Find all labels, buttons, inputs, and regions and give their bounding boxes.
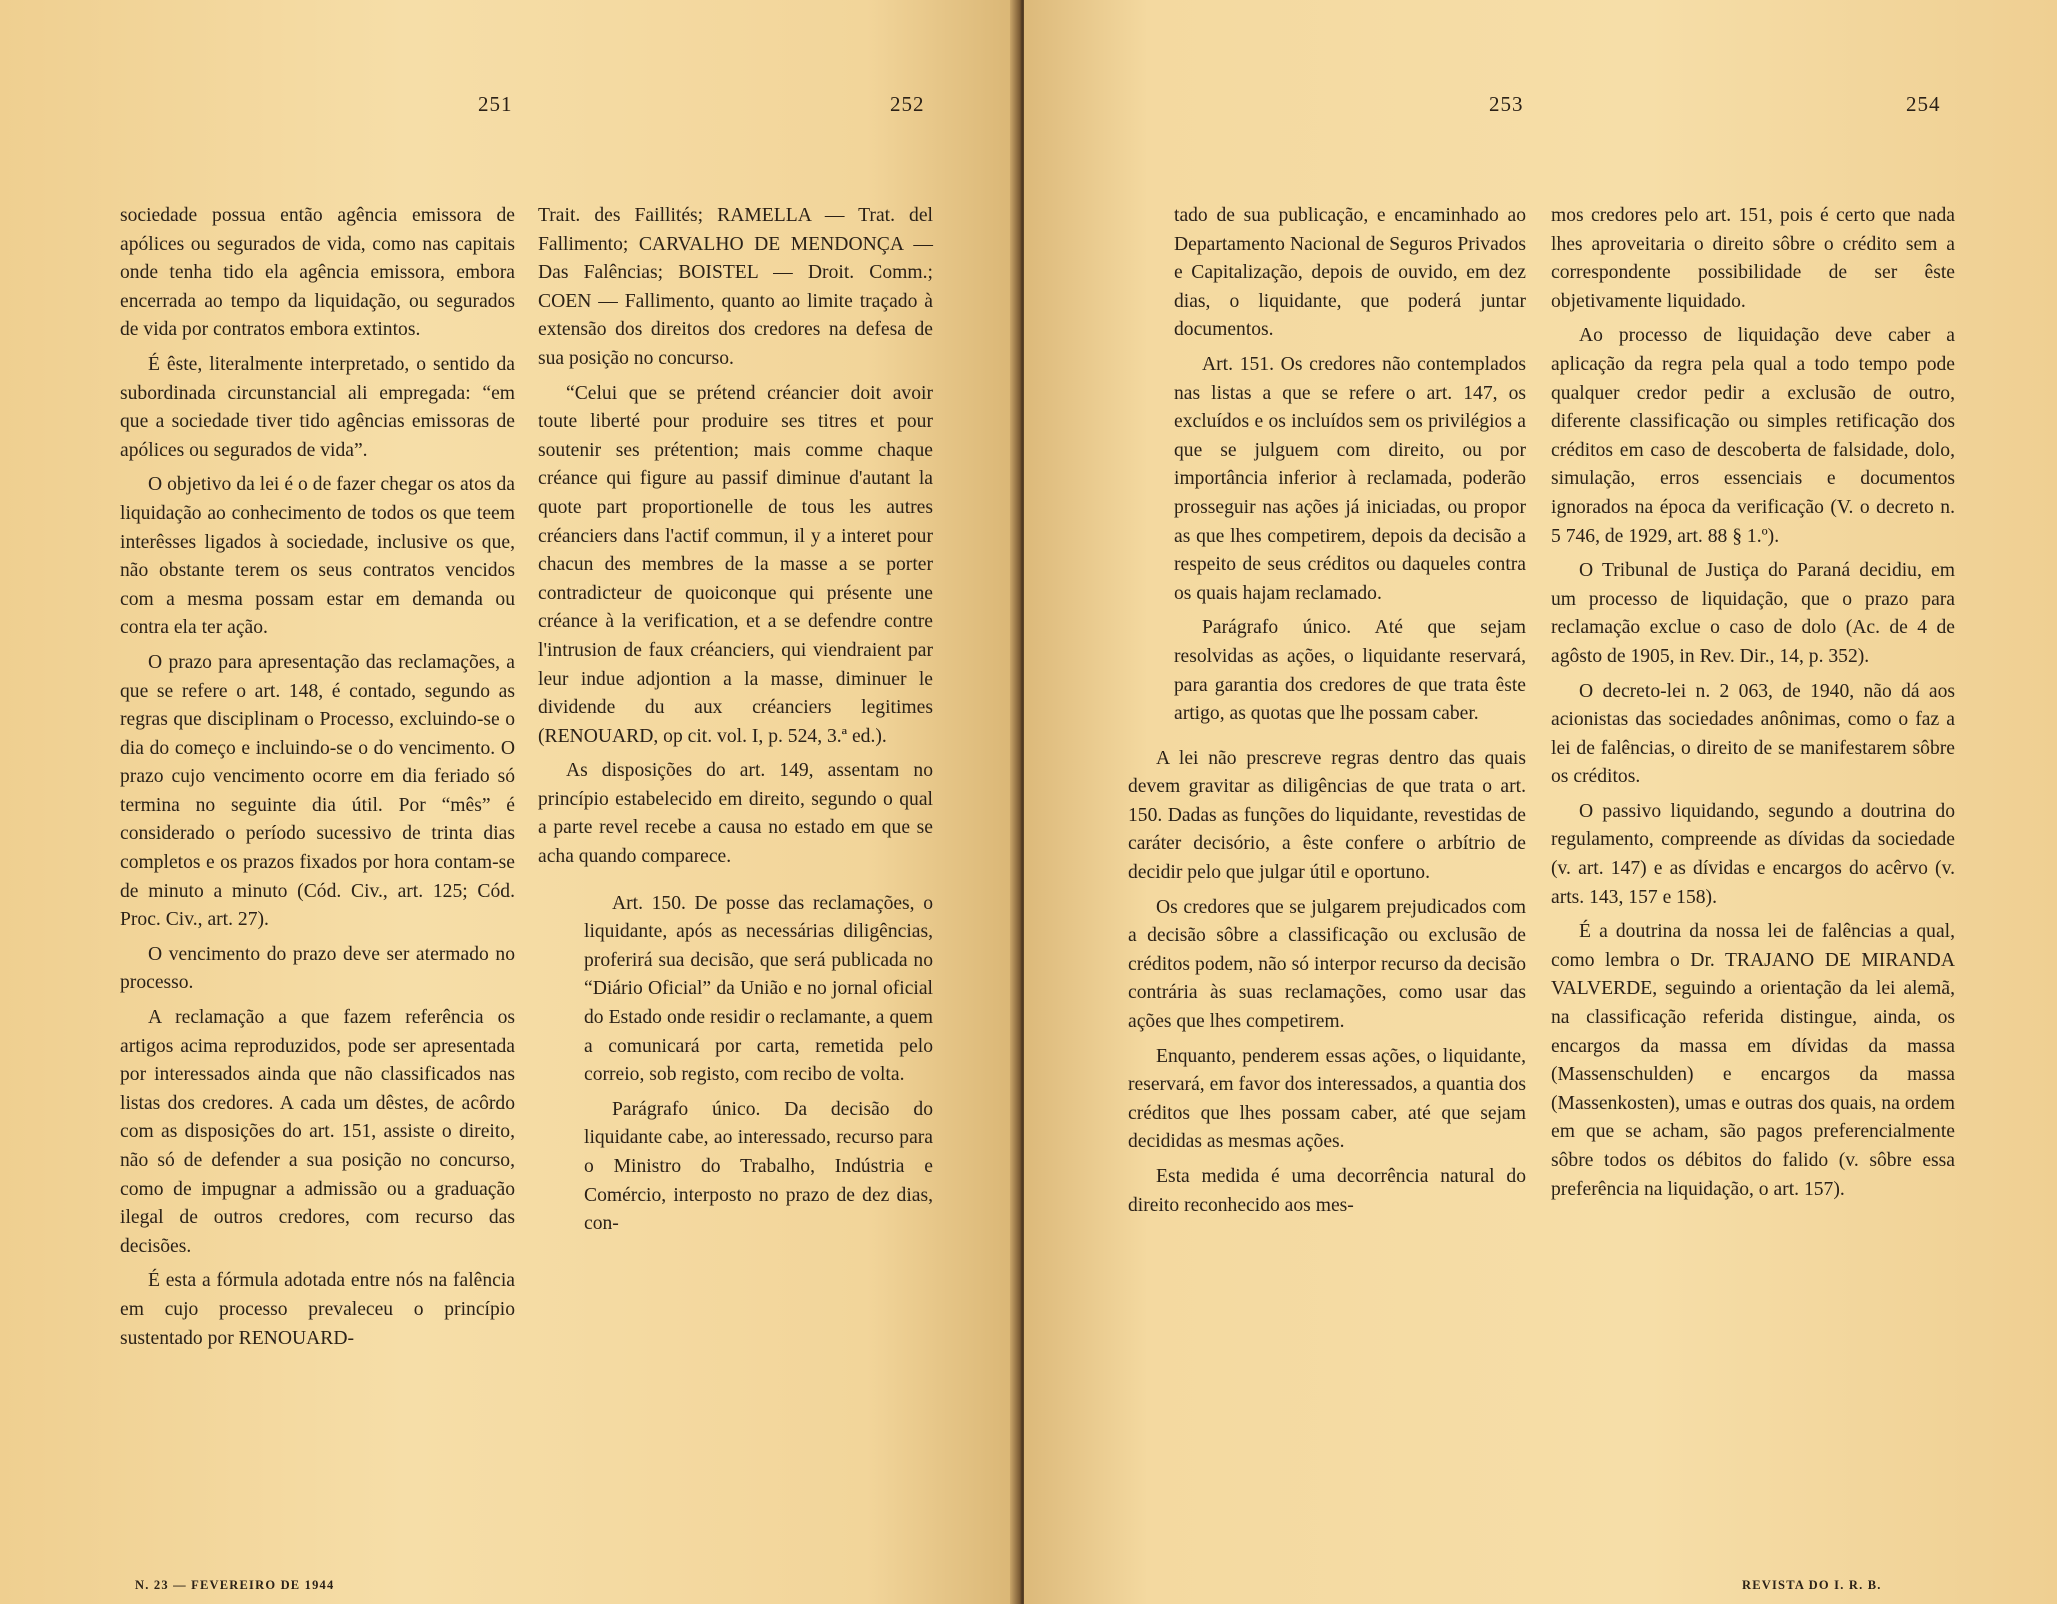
right-page-column-2 <box>1551 202 1955 1210</box>
left-page-footer: N. 23 — FEVEREIRO DE 1944 <box>135 1578 335 1592</box>
paragraph: “Celui que se prétend créancier doit avoir toute liberté pour produire ses titres et pour soutenir ses prétention; mais comme chaque créance qui figure au passif diminue d'autant la quote part proportionelle de tous les autres créanciers dans l'actif commun, il y a interet pour chacun des membres de la masse a se porter contradicteur de quoiconque qui présente une créance à la verification, et a se defendre contre l'intrusion de faux créanciers, qui viendraient par leur indue adjontion a la masse, diminuer le dividende du aux créanciers legitimes (RENOUARD, op cit. vol. I, p. 524, 3.ª ed.). <box>538 382 933 747</box>
left-page <box>0 0 1020 1604</box>
paragraph: É a doutrina da nossa lei de falências a qual, como lembra o Dr. TRAJANO DE MIRANDA VALVERDE, seguindo a orientação da lei alemã, na classificação referida distingue, ainda, os encargos da massa em dívidas da massa (Massenschulden) e encargos da massa (Massenkosten), umas e outras dos quais, na ordem em que se acham, são pagos preferencialmente sôbre todos os débitos do falido (v. sôbre essa preferência na liquidação, o art. 157). <box>1551 921 1955 1200</box>
right-page-column-1 <box>1128 202 1526 1226</box>
paragraph: Trait. des Faillités; RAMELLA — Trat. del Fallimento; CARVALHO DE MENDONÇA — Das Falências; BOISTEL — Droit. Comm.; COEN — Fallimento, quanto ao limite traçado à extensão dos direitos dos credores na defesa de sua posição no concurso. <box>538 205 933 369</box>
paragraph: O passivo liquidando, segundo a doutrina do regulamento, compreende as dívidas da sociedade (v. art. 147) e as dívidas e encargos do acêrvo (v. arts. 143, 157 e 158). <box>1551 800 1955 908</box>
paragraph: É esta a fórmula adotada entre nós na falência em cujo processo prevaleceu o princípio sustentado por RENOUARD- <box>120 1270 515 1349</box>
paragraph: Art. 150. De posse das reclamações, o liquidante, após as necessárias diligências, proferirá sua decisão, que será publicada no “Diário Oficial” da União e no jornal oficial do Estado onde residir o reclamante, a quem a comunicará por carta, remetida pelo correio, sob registo, com recibo de volta. <box>584 892 933 1086</box>
right-page <box>1024 0 2057 1604</box>
paragraph: Os credores que se julgarem prejudicados com a decisão sôbre a classificação ou exclusão de créditos podem, não só interpor recurso da decisão contrária às suas reclamações, como usar das ações que lhes competirem. <box>1128 896 1526 1033</box>
paragraph: A reclamação a que fazem referência os artigos acima reproduzidos, pode ser apresentada por interessados ainda que não classificados nas listas dos credores. A cada um dêstes, de acôrdo com as disposições do art. 151, assiste o direito, não só de defender a sua posição no concurso, como de impugnar a admissão ou a graduação ilegal de outros credores, com recurso das decisões. <box>120 1007 515 1257</box>
page-number-252: 252 <box>890 92 925 116</box>
paragraph: Parágrafo único. Da decisão do liquidante cabe, ao interessado, recurso para o Ministro do Trabalho, Indústria e Comércio, interposto no prazo de dez dias, con- <box>584 1098 933 1235</box>
paragraph: sociedade possua então agência emissora de apólices ou segurados de vida, como nas capitais onde tenha tido ela agência emissora, embora encerrada ao tempo da liquidação, ou segurados de vida por contratos embora extintos. <box>120 205 515 341</box>
paragraph: Parágrafo único. Até que sejam resolvidas as ações, o liquidante reservará, para garantia dos credores de que trata êste artigo, as quotas que lhe possam caber. <box>1174 617 1526 725</box>
paragraph: O objetivo da lei é o de fazer chegar os atos da liquidação ao conhecimento de todos os que teem interêsses ligados à sociedade, inclusive os que, não obstante terem os seus contratos vencidos com a mesma possam estar em demanda ou contra ela ter ação. <box>120 474 515 639</box>
paragraph: O Tribunal de Justiça do Paraná decidiu, em um processo de liquidação, que o prazo para reclamação exclue o caso de dolo (Ac. de 4 de agôsto de 1905, in Rev. Dir., 14, p. 352). <box>1551 560 1955 667</box>
paragraph: Enquanto, penderem essas ações, o liquidante, reservará, em favor dos interessados, a quantia dos créditos que lhes possam caber, até que sejam decididas as mesmas ações. <box>1128 1045 1526 1153</box>
right-page-footer: REVISTA DO I. R. B. <box>1742 1578 1882 1592</box>
paragraph: Art. 151. Os credores não contemplados nas listas a que se refere o art. 147, os excluídos e os incluídos sem os privilégios a que se julguem com direito, ou por importância inferior à reclamada, poderão prosseguir nas ações já iniciadas, ou propor as que lhes competirem, depois da decisão a respeito de seus créditos ou daqueles contra os quais hajam reclamado. <box>1174 353 1526 604</box>
page-number-253: 253 <box>1489 92 1524 116</box>
page-number-251: 251 <box>478 92 513 116</box>
paragraph: mos credores pelo art. 151, pois é certo que nada lhes aproveitaria o direito sôbre o crédito sem a correspondente possibilidade de ser êste objetivamente liquidado. <box>1551 205 1955 312</box>
paragraph: A lei não prescreve regras dentro das quais devem gravitar as diligências de que trata o art. 150. Dadas as funções do liquidante, revestidas de caráter decisório, a êste confere o arbítrio de decidir pelo que julgar útil e oportuno. <box>1128 747 1526 884</box>
paragraph: É êste, literalmente interpretado, o sentido da subordinada circunstancial ali empregada: “em que a sociedade tiver tido agências emissoras de apólices ou segurados de vida”. <box>120 353 515 461</box>
paragraph: tado de sua publicação, e encaminhado ao Departamento Nacional de Seguros Privados e Capitalização, depois de ouvido, em dez dias, o liquidante, que poderá juntar documentos. <box>1174 205 1526 341</box>
paragraph: Ao processo de liquidação deve caber a aplicação da regra pela qual a todo tempo pode qualquer credor pedir a exclusão de outro, diferente classificação ou simples retificação dos créditos em caso de descoberta de falsidade, dolo, simulação, erros essenciais e documentos ignorados na época da verificação (V. o decreto n. 5 746, de 1929, art. 88 § 1.º). <box>1551 325 1955 547</box>
paragraph: As disposições do art. 149, assentam no princípio estabelecido em direito, segundo o qual a parte revel recebe a causa no estado em que se acha quando comparece. <box>538 760 933 868</box>
page-number-254: 254 <box>1906 92 1941 116</box>
paragraph: Esta medida é uma decorrência natural do direito reconhecido aos mes- <box>1128 1166 1526 1216</box>
paragraph: O vencimento do prazo deve ser atermado no processo. <box>120 943 515 994</box>
paragraph: O decreto-lei n. 2 063, de 1940, não dá aos acionistas das sociedades anônimas, como o faz a lei de falências, o direito de se manifestarem sôbre os créditos. <box>1551 680 1955 788</box>
paragraph: O prazo para apresentação das reclamações, a que se refere o art. 148, é contado, segundo as regras que disciplinam o Processo, excluindo-se o dia do começo e incluindo-se o do vencimento. O prazo cujo vencimento ocorre em dia feriado só termina no seguinte dia útil. Por “mês” é considerado o período sucessivo de trinta dias completos e os prazos fixados por hora contam-se de minuto a minuto (Cód. Civ., art. 125; Cód. Proc. Civ., art. 27). <box>120 651 515 931</box>
left-page-column-1 <box>120 202 515 1359</box>
left-page-column-2 <box>538 202 933 1245</box>
